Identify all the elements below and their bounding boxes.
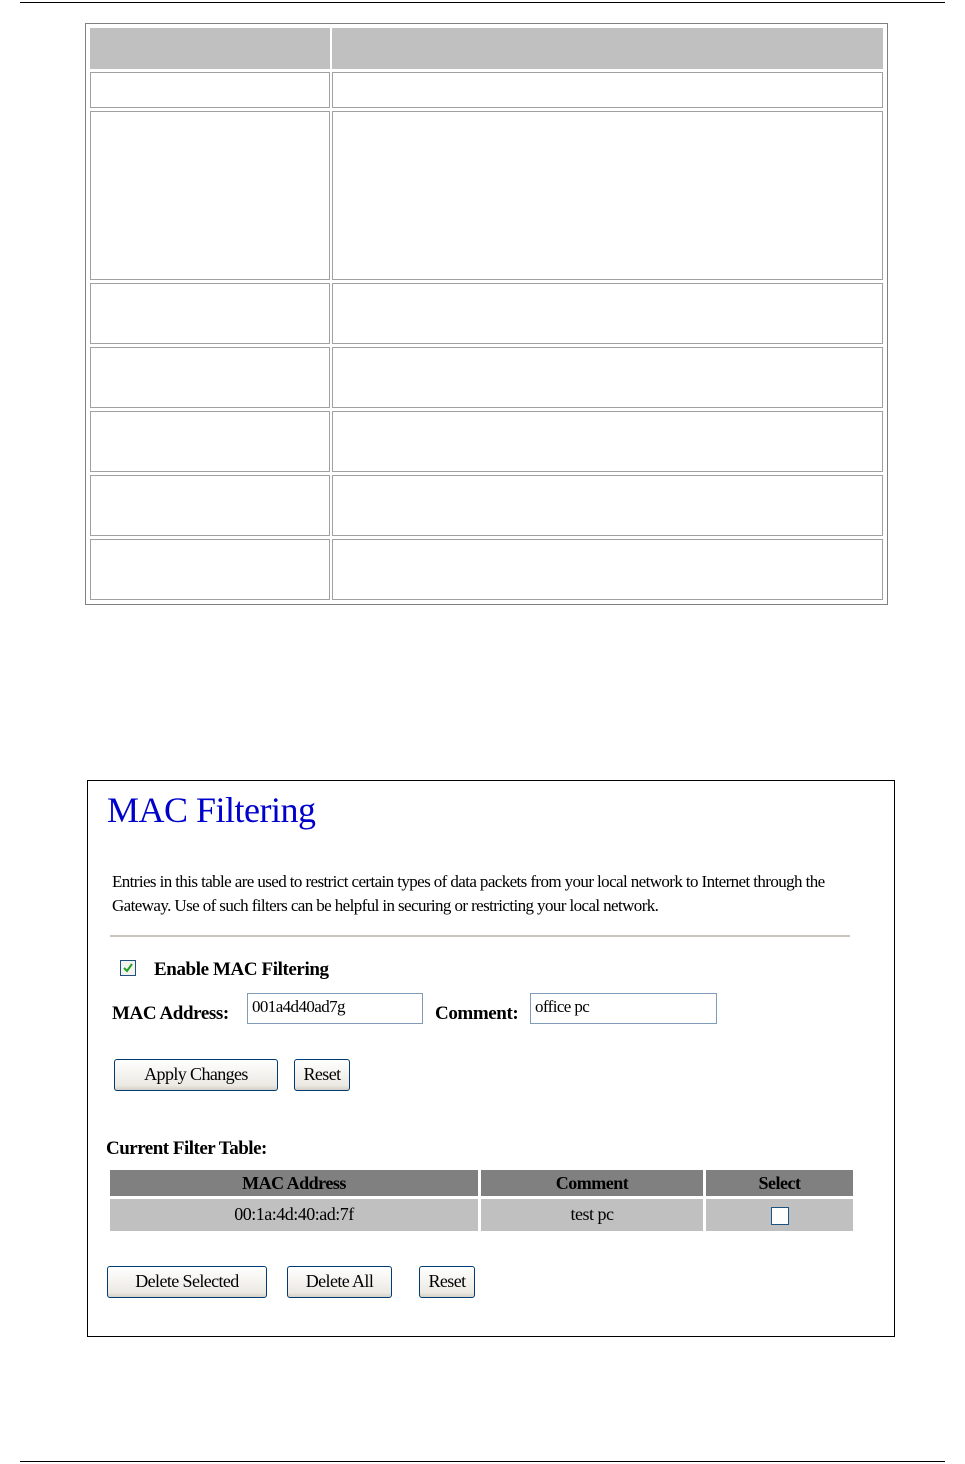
doc-row-7-desc bbox=[332, 539, 883, 600]
section-divider bbox=[110, 935, 850, 937]
doc-row-1-desc bbox=[332, 72, 883, 108]
doc-header-cell-1 bbox=[90, 28, 330, 69]
documentation-table bbox=[85, 23, 888, 605]
page-title: MAC Filtering bbox=[107, 790, 316, 830]
table-reset-button[interactable]: Reset bbox=[419, 1266, 475, 1298]
checkmark-icon bbox=[122, 962, 134, 974]
doc-row-7-label bbox=[90, 539, 330, 600]
page-bottom-rule bbox=[20, 1461, 945, 1462]
doc-row-5-desc bbox=[332, 411, 883, 472]
delete-selected-button[interactable]: Delete Selected bbox=[107, 1266, 267, 1298]
mac-address-label: MAC Address: bbox=[112, 1003, 229, 1024]
page-top-rule bbox=[20, 2, 945, 3]
table-row-select-cell bbox=[706, 1199, 853, 1231]
mac-address-input[interactable]: 001a4d40ad7g bbox=[247, 993, 423, 1024]
page-description: Entries in this table are used to restrict certain types of data packets from your local network to Internet through the Gateway. Use of such filters can be helpful in securing or restricting your local network. bbox=[112, 872, 825, 915]
doc-row-3-desc bbox=[332, 283, 883, 344]
comment-label: Comment: bbox=[435, 1003, 519, 1024]
table-row-comment-cell: test pc bbox=[481, 1199, 703, 1231]
doc-row-4-label bbox=[90, 347, 330, 408]
column-header-mac-address: MAC Address bbox=[110, 1170, 478, 1196]
doc-row-3-label bbox=[90, 283, 330, 344]
doc-row-2-label bbox=[90, 111, 330, 280]
mac-filtering-panel bbox=[87, 780, 895, 1337]
doc-header-cell-2 bbox=[332, 28, 883, 69]
doc-row-6-desc bbox=[332, 475, 883, 536]
comment-input[interactable]: office pc bbox=[530, 993, 717, 1024]
enable-mac-filtering-label: Enable MAC Filtering bbox=[154, 959, 329, 980]
doc-row-1-label bbox=[90, 72, 330, 108]
doc-row-4-desc bbox=[332, 347, 883, 408]
column-header-comment: Comment bbox=[481, 1170, 703, 1196]
doc-row-5-label bbox=[90, 411, 330, 472]
doc-row-2-desc bbox=[332, 111, 883, 280]
column-header-select: Select bbox=[706, 1170, 853, 1196]
enable-mac-filtering-checkbox[interactable] bbox=[120, 960, 136, 976]
row-select-checkbox[interactable] bbox=[771, 1207, 789, 1225]
delete-all-button[interactable]: Delete All bbox=[287, 1266, 392, 1298]
apply-changes-button[interactable]: Apply Changes bbox=[114, 1059, 278, 1091]
table-row-mac-cell: 00:1a:4d:40:ad:7f bbox=[110, 1199, 478, 1231]
current-filter-table-title: Current Filter Table: bbox=[106, 1138, 267, 1159]
doc-row-6-label bbox=[90, 475, 330, 536]
reset-button[interactable]: Reset bbox=[294, 1059, 350, 1091]
